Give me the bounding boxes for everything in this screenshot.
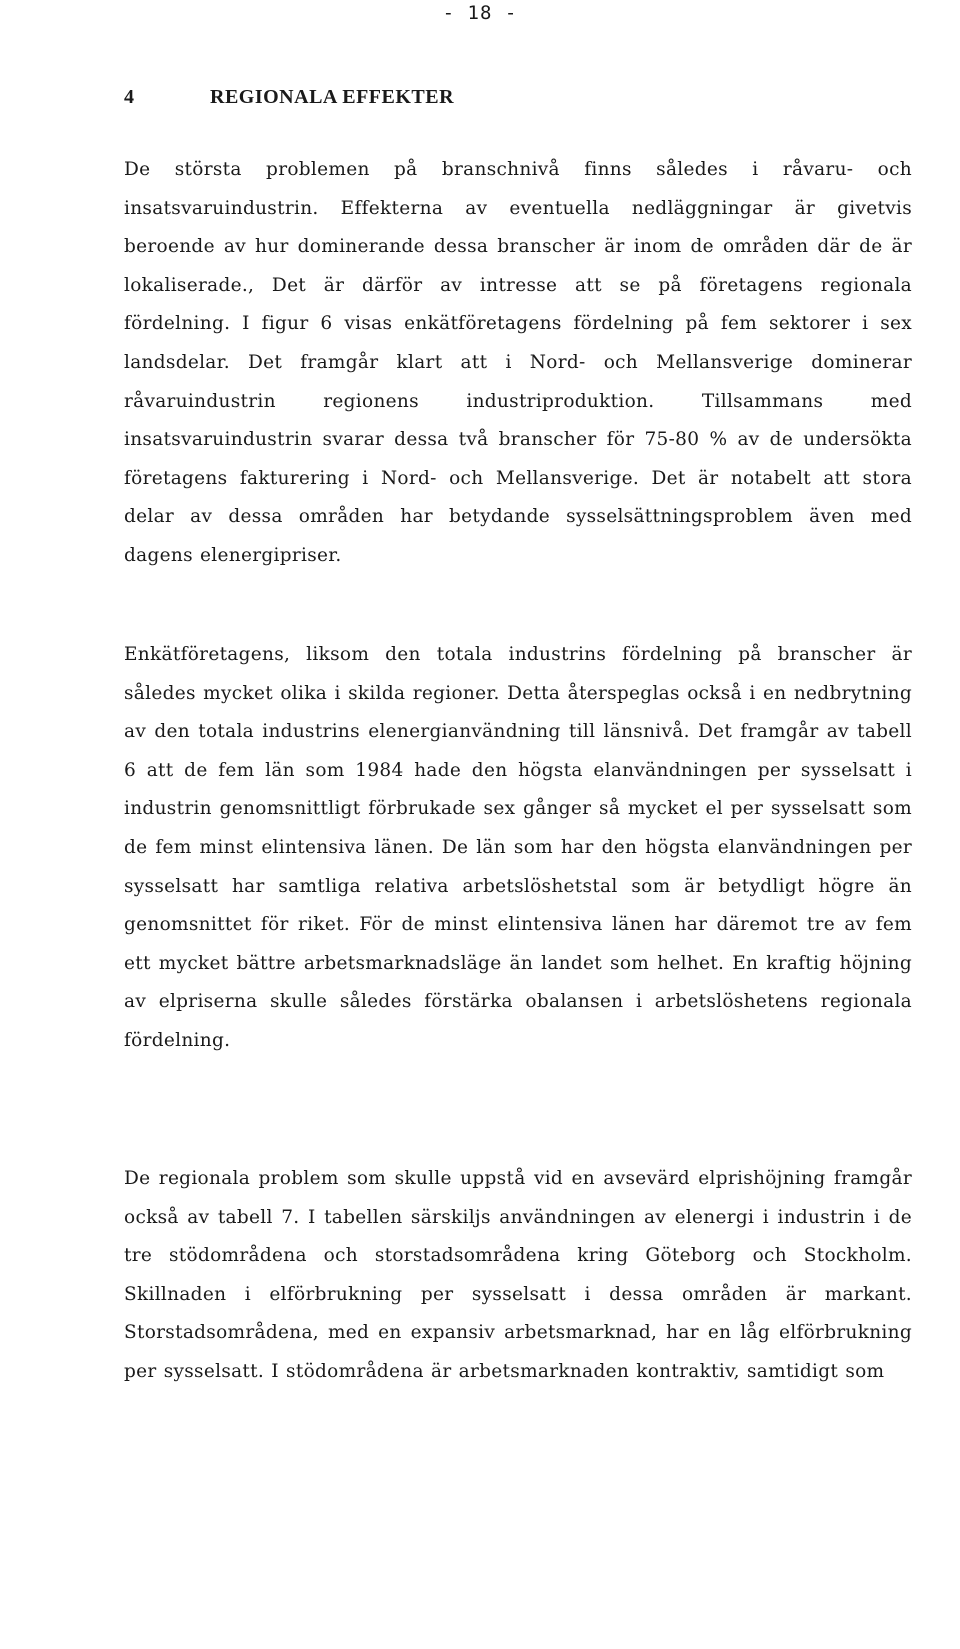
page-number: - 18 - [442, 2, 518, 24]
section-heading [124, 86, 454, 109]
paragraph-3: De regionala problem som skulle uppstå vid en avsevärd elprishöjning framgår också av tabell 7. I tabellen särskiljs användningen av elenergi i industrin i de tre stödområdena och storstadsområdena kring Göteborg och Stockholm. Skillnaden i elförbrukning per sysselsatt i dessa områden är markant. Storstadsområdena, med en expansiv arbetsmarknad, har en låg elförbrukning per sysselsatt. I stödområdena är arbetsmarknaden kontraktiv, samtidigt som [124, 1168, 912, 1382]
paragraph-2: Enkätföretagens, liksom den totala industrins fördelning på branscher är således mycket olika i skilda regioner. Detta återspeglas också i en nedbrytning av den totala industrins elenergianvändning till länsnivå. Det framgår av tabell 6 att de fem län som 1984 hade den högsta elanvändningen per sysselsatt i industrin genomsnittligt förbrukade sex gånger så mycket el per sysselsatt som de fem minst elintensiva länen. De län som har den högsta elanvändningen per sysselsatt har samtliga relativa arbetslöshetstal som är betydligt högre än genomsnittet för riket. För de minst elintensiva länen har däremot tre av fem ett mycket bättre arbetsmarknadsläge än landet som helhet. En kraftig höjning av elpriserna skulle således förstärka obalansen i arbetslöshetens regionala fördelning. [124, 644, 912, 1051]
section-number: 4 [124, 86, 135, 108]
paragraph-1: De största problemen på branschnivå finns således i råvaru- och insatsvaruindustrin. Effekterna av eventuella nedläggningar är givetvis beroende av hur dominerande dessa branscher är inom de områden där de är lokaliserade., Det är därför av intresse att se på företagens regionala fördelning. I figur 6 visas enkätföretagens fördelning på fem sektorer i sex landsdelar. Det framgår klart att i Nord- och Mellansverige dominerar råvaruindustrin regionens industriproduktion. Tillsammans med insatsvaruindustrin svarar dessa två branscher för 75-80 % av de undersökta företagens fakturering i Nord- och Mellansverige. Det är notabelt att stora delar av dessa områden har betydande sysselsättningsproblem även med dagens elenergipriser. [124, 159, 912, 566]
section-title: REGIONALA EFFEKTER [210, 86, 455, 108]
